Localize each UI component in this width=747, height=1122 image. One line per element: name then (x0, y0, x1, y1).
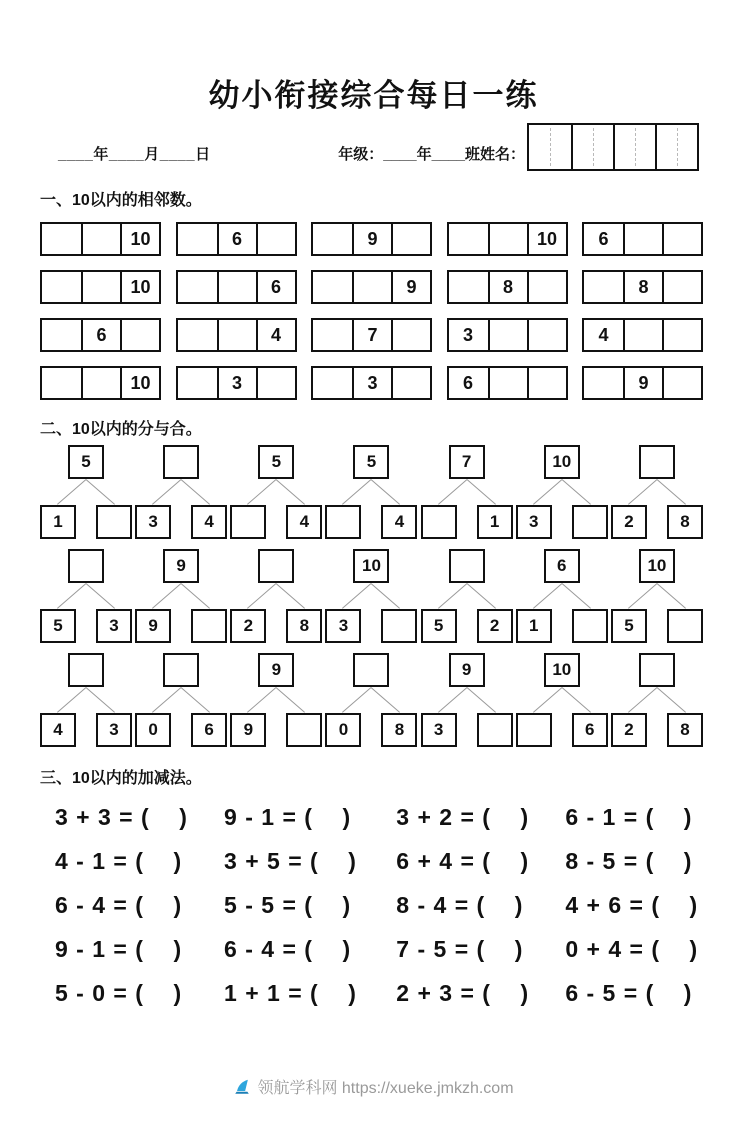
bond-line-right (86, 687, 115, 713)
neighbor-cell-answer (527, 320, 566, 350)
bond-left-box-given: 0 (135, 713, 171, 747)
neighbor-cell-given: 6 (462, 372, 473, 393)
bond-right-box-answer (191, 609, 227, 643)
bond-line-right (561, 583, 590, 609)
bond-top-box-given: 9 (163, 549, 199, 583)
bond-top-box-answer (449, 549, 485, 583)
neighbor-cell-given: 8 (488, 272, 527, 302)
bond-line-right (86, 583, 115, 609)
neighbor-cell-answer (449, 224, 488, 254)
bond-line-left (438, 687, 467, 713)
bond-right-box-answer (381, 609, 417, 643)
bond-line-left (342, 479, 371, 505)
name-grid-cell (613, 125, 655, 169)
bond-line-left (533, 687, 562, 713)
equation: 3 + 3 = ( ) (55, 804, 188, 830)
neighbor-cell-answer (313, 272, 352, 302)
number-bond (611, 653, 703, 749)
bond-right-box-answer (286, 713, 322, 747)
bond-line-left (57, 583, 86, 609)
bond-top-box-given: 5 (353, 445, 389, 479)
neighbor-cell-answer (120, 320, 159, 350)
neighbor-group (40, 270, 161, 304)
neighbor-cell-answer (178, 224, 217, 254)
bond-line-right (371, 687, 400, 713)
bond-right-box-given: 8 (667, 505, 703, 539)
bond-right-box-given: 6 (572, 713, 608, 747)
bond-top-box-answer (639, 653, 675, 687)
bond-top-box-answer (258, 549, 294, 583)
equation: 9 - 1 = ( ) (224, 804, 352, 830)
neighbor-row (40, 270, 703, 304)
page-title: 幼小衔接综合每日一练 (208, 78, 539, 113)
bond-left-box-given: 2 (230, 609, 266, 643)
bond-top-box-answer (163, 653, 199, 687)
bond-line-left (342, 687, 371, 713)
neighbor-cell-answer (391, 320, 430, 350)
bond-left-box-answer (230, 505, 266, 539)
name-grid-cell (529, 125, 571, 169)
neighbor-cell-answer (488, 320, 527, 350)
neighbor-cell-answer (527, 368, 566, 398)
neighbor-cell-given: 6 (81, 320, 120, 350)
bond-right-box-given: 3 (96, 713, 132, 747)
neighbor-group (311, 366, 432, 400)
bond-line-left (152, 583, 181, 609)
header-row (58, 123, 699, 171)
bond-line-right (371, 479, 400, 505)
neighbor-cell-answer (623, 320, 662, 350)
bond-top-box-given: 9 (258, 653, 294, 687)
footer-text: 领航学科网 https://xueke.jmkzh.com (257, 1080, 514, 1097)
number-bond (135, 653, 227, 749)
bond-line-left (342, 583, 371, 609)
section3-heading: 三、10以内的加减法。 (40, 770, 202, 787)
neighbor-row (40, 222, 703, 256)
neighbor-cell-given: 3 (462, 324, 473, 345)
neighbor-cell-answer (217, 272, 256, 302)
equation: 7 - 5 = ( ) (396, 936, 524, 962)
equation: 4 + 6 = ( ) (565, 892, 699, 918)
bond-line-right (466, 479, 495, 505)
neighbor-group (311, 270, 432, 304)
bond-right-box-given: 2 (477, 609, 513, 643)
bond-right-box-given: 4 (191, 505, 227, 539)
bond-left-box-given: 1 (516, 609, 552, 643)
neighbor-group (176, 270, 297, 304)
neighbor-cell-answer (391, 224, 430, 254)
neighbor-group (582, 222, 703, 256)
neighbor-cell-answer (42, 272, 81, 302)
bond-right-box-answer (96, 505, 132, 539)
equation: 2 + 3 = ( ) (396, 980, 530, 1006)
number-bond (325, 549, 417, 645)
neighbor-cell-answer (662, 368, 701, 398)
bond-row (40, 549, 703, 645)
equation: 5 - 0 = ( ) (55, 980, 183, 1006)
bond-left-box-given: 9 (135, 609, 171, 643)
equation: 9 - 1 = ( ) (55, 936, 183, 962)
neighbor-cell-given: 10 (527, 224, 566, 254)
number-bond (230, 653, 322, 749)
neighbor-group (582, 318, 703, 352)
neighbor-group (40, 222, 161, 256)
equation: 8 - 5 = ( ) (565, 848, 693, 874)
equation: 6 - 4 = ( ) (55, 892, 183, 918)
bond-line-right (276, 583, 305, 609)
bond-line-left (533, 583, 562, 609)
date-line: ____年____月____日 (58, 146, 211, 163)
bond-left-box-given: 1 (40, 505, 76, 539)
bond-left-box-answer (325, 505, 361, 539)
neighbor-cell-given: 9 (352, 224, 391, 254)
neighbor-group (447, 366, 568, 400)
neighbor-cell-given: 4 (256, 320, 295, 350)
equation: 6 - 5 = ( ) (565, 980, 693, 1006)
section1-heading: 一、10以内的相邻数。 (40, 192, 202, 209)
bond-left-box-given: 0 (325, 713, 361, 747)
bond-top-box-given: 5 (68, 445, 104, 479)
number-bond (40, 445, 132, 541)
number-bond (516, 653, 608, 749)
bond-left-box-given: 3 (421, 713, 457, 747)
neighbor-group (582, 270, 703, 304)
neighbor-group (40, 366, 161, 400)
bond-right-box-given: 4 (381, 505, 417, 539)
neighbor-cell-given: 3 (217, 368, 256, 398)
class-name-line: 年级：____年____班姓名： (338, 146, 525, 163)
neighbor-cell-given: 10 (120, 272, 159, 302)
bond-right-box-given: 8 (667, 713, 703, 747)
number-bond (611, 549, 703, 645)
section2-heading: 二、10以内的分与合。 (40, 421, 202, 438)
bond-line-left (438, 583, 467, 609)
neighbor-cell-answer (178, 272, 217, 302)
bond-line-right (371, 583, 400, 609)
neighbor-cell-answer (42, 368, 81, 398)
bond-right-box-answer (477, 713, 513, 747)
number-bond (230, 445, 322, 541)
equation: 0 + 4 = ( ) (565, 936, 699, 962)
number-bond (325, 653, 417, 749)
neighbor-cell-answer (178, 368, 217, 398)
bond-left-box-given: 9 (230, 713, 266, 747)
bond-line-right (657, 583, 686, 609)
equation: 3 + 5 = ( ) (224, 848, 357, 874)
number-bond (40, 549, 132, 645)
number-bond (135, 549, 227, 645)
number-bond (40, 653, 132, 749)
neighbor-cell-given: 10 (120, 368, 159, 398)
equation: 4 - 1 = ( ) (55, 848, 183, 874)
name-grid-cell (571, 125, 613, 169)
number-bond (421, 445, 513, 541)
bond-line-right (276, 687, 305, 713)
bond-top-box-answer (68, 653, 104, 687)
bond-line-right (561, 479, 590, 505)
bond-line-left (628, 583, 657, 609)
equation: 6 + 4 = ( ) (396, 848, 530, 874)
bond-row (40, 445, 703, 541)
bond-top-box-given: 9 (449, 653, 485, 687)
bond-line-left (533, 479, 562, 505)
bond-left-box-given: 2 (611, 713, 647, 747)
neighbor-cell-answer (217, 320, 256, 350)
bond-top-box-given: 5 (258, 445, 294, 479)
neighbor-row (40, 366, 703, 400)
neighbor-cell-answer (81, 224, 120, 254)
neighbor-cell-given: 6 (256, 272, 295, 302)
section2-bonds (0, 445, 747, 749)
bond-left-box-given: 3 (516, 505, 552, 539)
bond-line-right (466, 583, 495, 609)
neighbor-group (176, 318, 297, 352)
number-bond (611, 445, 703, 541)
number-bond (421, 549, 513, 645)
neighbor-group (447, 318, 568, 352)
section3-equations (55, 804, 707, 1007)
neighbor-cell-answer (313, 368, 352, 398)
neighbor-group (447, 270, 568, 304)
bond-right-box-given: 1 (477, 505, 513, 539)
equation: 1 + 1 = ( ) (224, 980, 357, 1006)
neighbor-cell-given: 7 (352, 320, 391, 350)
bond-line-right (181, 479, 210, 505)
neighbor-cell-answer (81, 368, 120, 398)
neighbor-cell-answer (313, 320, 352, 350)
bond-line-left (152, 479, 181, 505)
neighbor-cell-answer (42, 224, 81, 254)
equation: 6 - 4 = ( ) (224, 936, 352, 962)
neighbor-group (311, 222, 432, 256)
neighbor-cell-answer (527, 272, 566, 302)
bond-left-box-given: 4 (40, 713, 76, 747)
bond-top-box-answer (163, 445, 199, 479)
name-grid-cell (655, 125, 697, 169)
equation: 8 - 4 = ( ) (396, 892, 524, 918)
neighbor-cell-given: 3 (352, 368, 391, 398)
bond-left-box-given: 5 (40, 609, 76, 643)
bond-line-left (628, 479, 657, 505)
number-bond (135, 445, 227, 541)
section1-grid (0, 222, 747, 400)
neighbor-cell-answer (391, 368, 430, 398)
bond-top-box-given: 10 (544, 445, 580, 479)
bond-line-left (57, 479, 86, 505)
footer-logo-icon (233, 1078, 251, 1096)
neighbor-cell-answer (449, 272, 488, 302)
bond-top-box-answer (68, 549, 104, 583)
bond-line-right (181, 583, 210, 609)
bond-line-right (466, 687, 495, 713)
neighbor-group (582, 366, 703, 400)
bond-right-box-answer (572, 609, 608, 643)
bond-right-box-given: 4 (286, 505, 322, 539)
bond-line-right (657, 479, 686, 505)
neighbor-group (176, 222, 297, 256)
bond-left-box-given: 3 (325, 609, 361, 643)
bond-line-left (247, 583, 276, 609)
number-bond (230, 549, 322, 645)
neighbor-cell-answer (584, 272, 623, 302)
neighbor-cell-given: 9 (391, 272, 430, 302)
name-writing-grid (527, 123, 699, 171)
bond-line-left (57, 687, 86, 713)
neighbor-group (447, 222, 568, 256)
bond-line-right (181, 687, 210, 713)
bond-left-box-given: 5 (611, 609, 647, 643)
neighbor-cell-answer (662, 224, 701, 254)
bond-top-box-answer (639, 445, 675, 479)
bond-top-box-given: 10 (353, 549, 389, 583)
bond-line-left (152, 687, 181, 713)
bond-row (40, 653, 703, 749)
neighbor-cell-given: 6 (598, 228, 609, 249)
neighbor-cell-answer (42, 320, 81, 350)
bond-line-right (657, 687, 686, 713)
neighbor-cell-answer (256, 224, 295, 254)
number-bond (421, 653, 513, 749)
bond-right-box-given: 3 (96, 609, 132, 643)
bond-line-right (86, 479, 115, 505)
neighbor-row (40, 318, 703, 352)
neighbor-cell-answer (488, 224, 527, 254)
neighbor-cell-answer (313, 224, 352, 254)
neighbor-cell-given: 9 (623, 368, 662, 398)
neighbor-cell-answer (488, 368, 527, 398)
neighbor-cell-given: 4 (598, 324, 609, 345)
bond-right-box-given: 8 (381, 713, 417, 747)
bond-top-box-given: 10 (544, 653, 580, 687)
bond-right-box-answer (572, 505, 608, 539)
bond-top-box-given: 6 (544, 549, 580, 583)
neighbor-group (311, 318, 432, 352)
bond-line-left (247, 687, 276, 713)
number-bond (516, 445, 608, 541)
bond-left-box-given: 5 (421, 609, 457, 643)
neighbor-cell-answer (662, 320, 701, 350)
number-bond (325, 445, 417, 541)
neighbor-group (176, 366, 297, 400)
neighbor-cell-given: 8 (623, 272, 662, 302)
neighbor-cell-answer (584, 368, 623, 398)
bond-left-box-given: 2 (611, 505, 647, 539)
equation: 6 - 1 = ( ) (565, 804, 693, 830)
equation: 3 + 2 = ( ) (396, 804, 530, 830)
footer (0, 1075, 747, 1098)
bond-top-box-answer (353, 653, 389, 687)
neighbor-group (40, 318, 161, 352)
neighbor-cell-answer (256, 368, 295, 398)
number-bond (516, 549, 608, 645)
neighbor-cell-answer (662, 272, 701, 302)
bond-left-box-answer (516, 713, 552, 747)
bond-line-left (438, 479, 467, 505)
bond-line-right (276, 479, 305, 505)
bond-top-box-given: 10 (639, 549, 675, 583)
bond-right-box-answer (667, 609, 703, 643)
bond-line-left (628, 687, 657, 713)
neighbor-cell-answer (623, 224, 662, 254)
bond-line-right (561, 687, 590, 713)
bond-right-box-given: 8 (286, 609, 322, 643)
neighbor-cell-answer (352, 272, 391, 302)
neighbor-cell-given: 10 (120, 224, 159, 254)
neighbor-cell-answer (81, 272, 120, 302)
bond-line-left (247, 479, 276, 505)
bond-left-box-answer (421, 505, 457, 539)
neighbor-cell-given: 6 (217, 224, 256, 254)
neighbor-cell-answer (178, 320, 217, 350)
equation: 5 - 5 = ( ) (224, 892, 352, 918)
bond-top-box-given: 7 (449, 445, 485, 479)
bond-left-box-given: 3 (135, 505, 171, 539)
bond-right-box-given: 6 (191, 713, 227, 747)
